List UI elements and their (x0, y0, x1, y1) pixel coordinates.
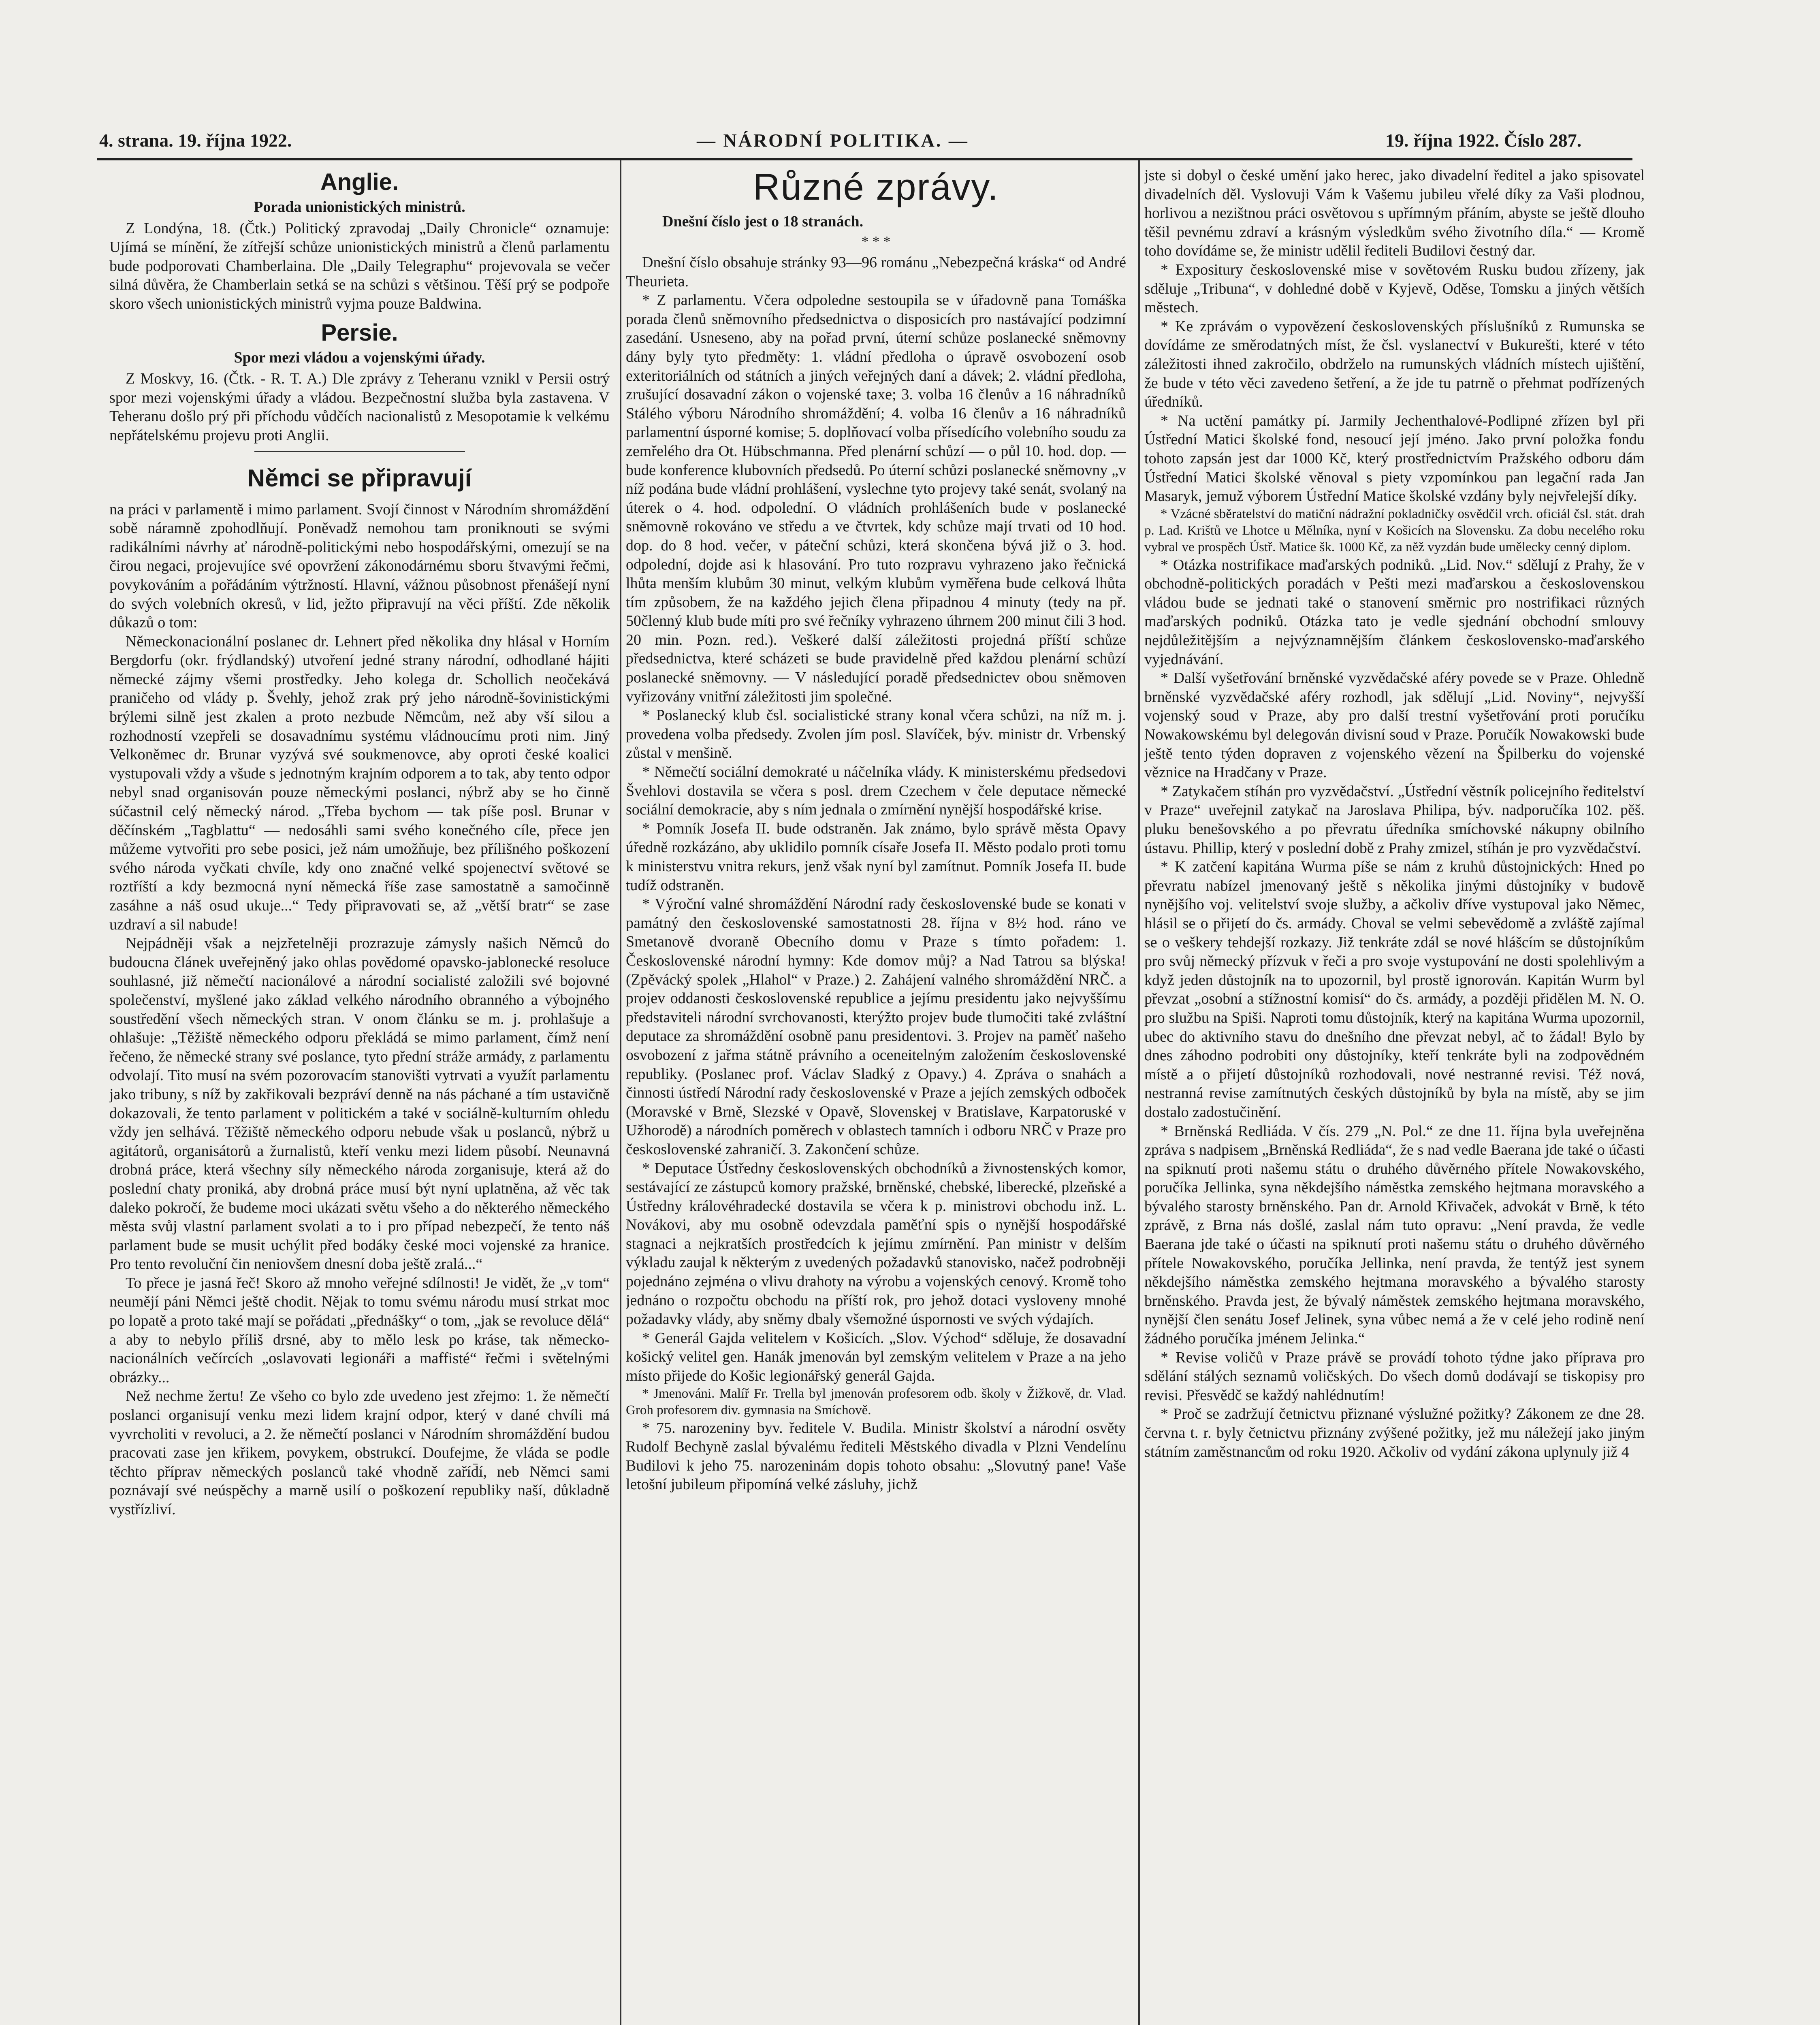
section-title-anglie: Anglie. (320, 169, 399, 195)
subtitle-persie: Spor mezi vládou a vojenskými úřady. (234, 349, 485, 366)
page-number-date: 4. strana. 19. října 1922. (99, 130, 292, 151)
news-pomnik-josefa: * Pomník Josefa II. bude odstraněn. Jak známo, bylo správě města Opavy úředně rozkázáno, aby uklidilo pomník císaře Josefa II. Město podalo proti tomu k ministerstvu vnitra rekurs, jenž však nyní byl zamítnut. Pomník Josefa II. bude tudíž odstraněn. (626, 820, 1126, 894)
column-1 (109, 166, 610, 2025)
issue-date-number: 19. října 1922. Číslo 287. (1385, 130, 1582, 151)
news-parlament: * Z parlamentu. Včera odpoledne sestoupila se v úřadovně pana Tomáška porada členů sněmovního předsednictva o disposicích pro nastávající podzimní zasedání. Usneseno, aby na pořad první, úterní schůze poslanecké sněmovny dány byly tyto předměty: 1. vládní předloha o úpravě osvobození osob exteritoriálních od státních a jiných veřejných daní a dávek; 2. vládní předloha, zrušující dosavadní zákon o vojenské taxe; 3. volba 16 členův a 16 náhradníků Stálého výboru Národního shromáždění; 4. volba 16 členův a 16 náhradníků parlamentní úsporné komise; 5. doplňovací volba přísedícího volebního soudu za zemřelého dra Ot. Hübschmanna. Před plenární schůzí — o půl 10. hod. dop. — bude konference klubovních předsedů. Po úterní schůzi poslanecké sněmovny „v níž podána bude vládní prohlášení, vyslechne tyto projevy také senát, svolaný na úterek o 4. hod. odpolední. O vládních prohlášeních bude v poslanecké sněmovně rokováno ve středu a ve čtvrtek, kdy schůze mají trvati od 10 hod. dop. do 8 hod. večer, v páteční schůzi, která skončena bývá již o 3. hod. odpolední, dojde asi k hlasování. Pro tuto rozpravu vyhrazeno jako řečnická lhůta menším klubům 30 minut, velkým klubům vyměřena bude celková lhůta tím způsobem, že na každého jejich člena připadnou 4 minuty (tedy na př. 50členný klub bude míti pro své řečníky vyhrazeno úhrnem 200 minut čili 3 hod. 20 min. Pozn. red.). Veškeré další záležitosti projedná příští schůze předsednictva, které scházeti se bude pravidelně před každou plenární schůzí poslanecké sněmovny. — V následující poradě předsednictev obou sněmoven vyřizovány vnitřní záležitosti jim společné. (626, 292, 1126, 705)
article-nemci-p2: Německonacionální poslanec dr. Lehnert před několika dny hlásal v Horním Bergdorfu (okr. frýdlandský) utvoření jedné strany národní, odhodlané hájiti německé zájmy všemi prostředky. Jeho kolega dr. Schollich neočekává praničeho od vlády p. Švehly, jehož zrak prý jeho národně-šovinistickými brýlemi silně jest zkalen a proto nezbude Němcům, než aby vší silou a rozhodností vzepřeli se dosavadnímu systému vládnoucímu proti nim. Jiný Velkoněmec dr. Brunar vyzývá své soukmenovce, aby oproti české koalici vystupovali vždy a všude s jednotným krajním odporem a to tak, aby tento odpor nebyl snad organisován pouze německými poslanci, nýbrž aby se ho činně súčastnil celý německý národ. „Třeba bychom — tak píše posl. Brunar v děčínském „Tagblattu“ — nedosáhli sami svého konečného cíle, přece jen můžeme vytvořiti pro sebe posici, jež nám umožňuje, bez přílišného poškození svého národa vyčkati chvíle, kdy ono značné velké spojenectví světové se roztříští a kdy bezmocná nyní německá říše zase samostatně a samočinně zasáhne a náš osud ukuje...“ Tedy připravovati se, až „větší bratr“ se zase uzdraví a sil nabude! (109, 633, 610, 933)
news-rumunsko: * Ke zprávám o vypovězení československých příslušníků z Rumunska se dovídáme ze směrodatných míst, že čsl. vyslanectví v Bukurešti, které v této záležitosti ihned zakročilo, obdrželo na rumunských vládních místech ujištění, že bude v této věci zavedeno šetření, a že jde tu patrně o přehmat podřízených úředníků. (1144, 318, 1645, 411)
article-nemci-p3: Nejpádněji však a nejzřetelněji prozrazuje zámysly našich Němců do budoucna článek uveřejněný jako ohlas povědomé opavsko-jablonecké resoluce souhlasné, již němečtí nacionálové a národní socialisté založili své bojovné společenství, myšlené jako základ velkého národního obranného a výbojného soustředění všech německých stran. V onom článku se m. j. prohlašuje a ohlašuje: „Těžiště německého odporu překládá se mimo parlament, čímž není řečeno, že německé strany své poslance, tyto přední stráže armády, z parlamentu odvolají. Tito musí na svém pozorovacím stanovišti vytrvati a využít parlamentu jako tribuny, s níž by zakřikovali bezpráví denně na nás páchané a tím ustavičně dokazovali, že tento parlament v politickém a také v sociálně-kulturním ohledu vždy jen selhává. Těžiště německého odporu nebude však u poslanců, nýbrž u agitátorů, organisátorů a žurnalistů, kteří venku mezi lidem působí. Neunavná drobná práce, která všechny síly německého národa zorganisuje, která až do poslední chaty proniká, aby drobná práce musí být nyní uplatněna, až věc tak daleko pokročí, že budeme moci ukázati světu všeho a do některého německého města svůj vlastní parlament svolati a to i pro případ nebezpečí, že tento náš parlament bude se musit uchýlit před bodáky české moci vojenské za hranice. Pro tento revoluční čin neniovšem dnesní doba ještě zralá...“ (109, 935, 610, 1273)
asterism: * * * (861, 233, 891, 249)
news-kapitan-wurm: * K zatčení kapitána Wurma píše se nám z kruhů důstojnických: Hned po převratu nabízel jmenovaný ještě s několika jinými důstojníky v budově nynějšího voj. velitelství svoje služby, a ačkoliv dříve vystupoval jako Němec, hlásil se o přijetí do čs. armády. Choval se velmi sebevědomě a zvláště zajímal se o veškery tehdejší rozkazy. Již tenkráte zdál se nové hlášcím se důstojníkům pro svůj německý přízvuk v řeči a pro svoje vystupování ne dosti spolehlivým a když jeden důstojník na to upozornil, byl prostě ignorován. Kapitán Wurm byl převzat „osobní a stížnostní komisí“ do čs. armády, a později přidělen M. N. O. pro službu na Spiši. Naproti tomu důstojník, který na kapitána Wurma upozornil, ubec do aktivního stavu do dnešního dne převzat nebyl, ač to žádal! Bylo by dnes záhodno podrobiti ony důstojníky, kteří tenkráte byli na zodpovědném místě a o přijetí důstojníků rozhodovali, nové nestranné revisi. Též nová, nestranná revise zamítnutých českých důstojníků by byla na místě, aby se jim dostalo zadostučinění. (1144, 858, 1645, 1121)
news-budil-jubileum: * 75. narozeniny byv. ředitele V. Budila. Ministr školství a národní osvěty Rudolf Bechyně zaslal bývalému řediteli Městského divadla v Plzni Vendelínu Budilovi k jeho 75. narozeninám dopis tohoto obsahu: „Slovutný pane! Vaše letošní jubileum připomíná velké zásluhy, jichž (626, 1419, 1126, 1493)
news-zatykac: * Zatykačem stíhán pro vyzvědačství. „Ústřední věstník policejního ředitelství v Praze“ uveřejnil zatykač na Jaroslava Philipa, býv. nadporučíka 102. pěš. pluku benešovského a po převratu úředníka smíchovské nákupny obilního ústavu. Phillip, který v poslední době z Prahy zmizel, stíhán je pro vyzvědačství. (1144, 782, 1645, 857)
news-cetnictvo-pozitky: * Proč se zadržují četnictvu přiznané výslužné požitky? Zákonem ze dne 28. června t. r. byly četnictvu přiznány zvýšené požitky, jež mu náležejí jako jiným státním zaměstnancům od roku 1920. Ačkoliv od vydání zákona uplynuly již 4 (1144, 1405, 1645, 1460)
column-divider-1 (620, 160, 621, 2025)
news-poslanecky-klub: * Poslanecký klub čsl. socialistické strany konal včera schůzi, na níž m. j. provedena volba předsedy. Zvolen jím posl. Slavíček, býv. ministr dr. Vrbenský zůstal v menšině. (626, 707, 1126, 762)
separator-rule (254, 451, 465, 452)
article-nemci-p4: To přece je jasná řeč! Skoro až mnoho veřejné sdílnosti! Je vidět, že „v tom“ neumějí páni Němci ještě chodit. Nějak to tomu svému národu musí strkat moc po lopatě a proto také mají se pořádati „přednášky“ o tom, „jak se revoluce dělá“ a aby to nebylo příliš drsné, aby to mělo lesk po kráse, tak německo-nacionálních večírcích „oslavovati legionáři a maffisté“ řečmi i světelnými obrázky... (109, 1274, 610, 1386)
subtitle-anglie: Porada unionistických ministrů. (254, 198, 465, 215)
news-intro: Dnešní číslo obsahuje stránky 93—96 románu „Nebezpečná kráska“ od André Theurieta. (626, 254, 1126, 290)
column-divider-2 (1138, 160, 1140, 2025)
news-jechenthalova-fond: * Na uctění památky pí. Jarmily Jechenthalové-Podlipné zřízen byl při Ústřední Matici školské fond, nesoucí její jméno. Jako první položka fondu tohoto zapsán jest dar 1000 Kč, který prostřednictvím Pražského odboru dám Ústřední Matici školské věnoval s piety vzpomínkou pan legační rada Jan Masaryk, jemuž výborem Ústřední Matice školské vzdány byly nejvřelejší díky. (1144, 412, 1645, 505)
news-budil-continued: jste si dobyl o české umění jako herec, jako divadelní ředitel a jako spisovatel divadelních děl. Vyslovuji Vám k Vašemu jubileu vřelé díky za Vaši plodnou, horlivou a nezištnou práci osvětovou s upřímným přáním, abyste se ještě dlouho těšil pevnému zdraví a krásným výsledkům svého životního díla.“ — Kromě toho dovídáme se, že ministr udělil řediteli Budilovi čestný dar. (1144, 167, 1645, 260)
news-nemecti-socialni-demokrate: * Němečtí sociální demokraté u náčelníka vlády. K ministerskému předsedovi Švehlovi dostavila se včera s posl. drem Czechem v čele deputace německé sociální demokracie, aby s ním jednala o zmírnění nynější hospodářské krise. (626, 763, 1126, 819)
news-general-gajda: * Generál Gajda velitelem v Košicích. „Slov. Východ“ sděluje, že dosavadní košický velitel gen. Hanák jmenován byl zemským velitelem v Praze a na jeho místo přijede do Košic legionářský generál Gajda. (626, 1329, 1126, 1385)
article-title-nemci: Němci se připravují (247, 464, 472, 492)
section-title-persie: Persie. (321, 319, 398, 346)
section-title-ruzne-zpravy: Různé zprávy. (753, 166, 999, 208)
masthead: — NÁRODNÍ POLITIKA. — (697, 130, 969, 151)
column-2 (626, 166, 1126, 2025)
news-vzacne-sberatelstvi: * Vzácné sběratelství do matiční nádražní pokladničky osvědčil vrch. oficiál čsl. stát. drah p. Lad. Krištů ve Lhotce u Mělníka, nyní v Košicích na Slovensku. Za dobu necelého roku vybral ve prospěch Ústř. Matice šk. 1000 Kč, za něž vyzdán bude umělecky cenný diplom. (1144, 506, 1645, 554)
article-anglie: Z Londýna, 18. (Čtk.) Politický zpravodaj „Daily Chronicle“ oznamuje: Ujímá se mínění, že zítřejší schůze unionistických ministrů a členů parlamentu bude podporovati Chamberlaina. Dle „Daily Telegraphu“ projevovala se večer silná důvěra, že Chamberlain setká se na schůzi s většinou. Těší prý se podpoře skoro všech unionistických ministrů vyjma pouze Baldwina. (109, 220, 610, 312)
news-nostrifikace: * Otázka nostrifikace maďarských podniků. „Lid. Nov.“ sdělují z Prahy, že v obchodně-politických poradách v Pešti mezi maďarskou a československou vládou bude se jednati také o stanovení směrnic pro nostrifikaci různých maďarských podniků. Otázka tato je vedle sjednání obchodní smlouvy nejdůležitějším a nejvýznamnějším článkem československo-maďarského vyjednávání. (1144, 556, 1645, 668)
news-brnenska-redliada: * Brněnská Redliáda. V čís. 279 „N. Pol.“ ze dne 11. října byla uveřejněna zpráva s nadpisem „Brněnská Redliáda“, že s nad vedle Baerana jde také o účasti na spiknutí proti našemu státu o druhého důvěrného přítele Nowakovského, poručíka Jellinka, syna někdejšího náměstka zemského hejtmana moravského a bývalého starosty brněnského. Pan dr. Arnold Křivaček, advokát v Brně, k této zprávě, z Brna nás došlé, zaslal nám tuto opravu: „Není pravda, že vedle Baerana jde také o účasti na spiknutí proti našemu státu o druhého důvěrného přítele Nowakovského, poručíka Jellinka, není pravda, že tentýž jest synem někdejšího náměstka zemského hejtmana moravského a bývalého starosty brněnského. Pravda jest, že bývalý náměstek zemského hejtmana moravského, nynější člen senátu Josef Jelinek, syna vůbec nemá a že v celé jeho rodině není žádného poručíka jménem Jelinka.“ (1144, 1122, 1645, 1347)
article-nemci-p5: Než nechme žertu! Ze všeho co bylo zde uvedeno jest zřejmo: 1. že němečtí poslanci organisují venku mezi lidem krajní odpor, který v dané chvíli má vyvrcholiti v revoluci, a 2. že němečtí poslanci v Národním shromáždění budou pracovati zase jen křikem, povykem, obstrukcí. Doufejme, že vláda se podle těchto příprav německých poslanců také vhodně zaříd̄í, neb Němci sami poznávají své neúspěchy a marně usilí o poškození republiky naší, důkladně vystřízliví. (109, 1388, 610, 1518)
news-jmenovani: * Jmenováni. Malíř Fr. Trella byl jmenován profesorem odb. školy v Žižkově, dr. Vlad. Groh profesorem div. gymnasia na Smíchově. (626, 1386, 1126, 1418)
news-deputace-ustredny: * Deputace Ústředny československých obchodníků a živnostenských komor, sestávající ze zástupců komory pražské, brněnské, chebské, liberecké, plzeňské a Ústředny královéhradecké dostavila se včera k p. ministrovi obchodu inž. L. Novákovi, aby mu osobně odevzdala paměťní spis o nynější hospodářské stagnaci a nejkratších prostředcích k jejímu zmírnění. Pan ministr v delším výkladu zaujal k některým z uvedených požadavků stanovisko, načež podrobněji pojednáno zejména o vlivu drahoty na výrobu a vojenských cenový. Kromě toho jednáno o rozpočtu obchodu na příští rok, pro jehož dotaci vysloveny mnohé požadavky vlády, aby sněmy dbaly všemožné úspornosti ve svých výdajích. (626, 1160, 1126, 1328)
running-head (0, 130, 1820, 154)
article-nemci-p1: na práci v parlamentě i mimo parlament. Svojí činnost v Národním shromáždění sobě náramně zpohodlňují. Poněvadž nemohou tam proniknouti se svými radikálními návrhy ať národně-politickými nebo hospodářskými, omezují se na čirou negaci, projevujíce své opovržení zákonodárnému sboru štvavými řečmi, povykováním a pořádáním výtržností. Hlavní, vážnou působnost přenášejí nyní do svých volebních okresů, v lid, ježto připravují na věci příští. Zde několik důkazů o tom: (109, 501, 610, 631)
article-persie: Z Moskvy, 16. (Čtk. - R. T. A.) Dle zprávy z Teheranu vznikl v Persii ostrý spor mezi vojenskými úřady a vládou. Bezpečnostní služba byla zastavena. V Teheranu došlo prý při příchodu vůdčích nacionalistů z Mesopotamie k velkému nepřátelskému projevu proti Anglii. (109, 370, 610, 444)
news-brnenska-afera: * Další vyšetřování brněnské vyzvědačské aféry povede se v Praze. Ohledně brněnské vyzvědačské aféry rozhodl, jak sdělují „Lid. Noviny“, nejvyšší vojenský soud v Praze, aby pro další trestní vyšetřování proti poručíku Nowakowskému byl delegován divisní soud v Praze. Poručík Nowakowski bude ještě tento týden dopraven z vojenského vězení na Špilberku do vojenské věznice na Hradčany v Praze. (1144, 669, 1645, 781)
news-revise-volicu: * Revise voličů v Praze právě se provádí tohoto týdne jako příprava pro sdělání stálých seznamů voličských. Do všech domů dodávají se tiskopisy pro revisi. Přesvědč se každý nahlédnutím! (1144, 1349, 1645, 1404)
header-rule (97, 158, 1632, 160)
news-expositury: * Expositury československé mise v sovětovém Rusku budou zřízeny, jak sděluje „Tribuna“, v dohledné době v Kyjevě, Oděse, Tomsku a jiných větších městech. (1144, 261, 1645, 316)
subtitle-edition-pages: Dnešní číslo jest o 18 stranách. (662, 213, 864, 230)
news-narodni-rada: * Výroční valné shromáždění Národní rady československé bude se konati v památný den československé samostatnosti 28. října v 8½ hod. ráno ve Smetanově dvoraně Obecního domu v Praze s tímto pořadem: 1. Československé národní hymny: Kde domov můj? a Nad Tatrou sa blýska! (Zpěvácký spolek „Hlahol“ v Praze.) 2. Zahájení valného shromáždění NRČ. a projev oddanosti československé republice a jejímu presidentu jako nejvyššímu představiteli národní svrchovanosti, kterýžto projev bude tlumočiti také zvláštní deputace za shromáždění osobně panu presidentovi. 3. Projev na paměť našeho osvobození z jařma státně právního a oceneitelným založením československé republiky. (Poslanec prof. Václav Sladký z Opavy.) 4. Zpráva o snahách a činnosti ústředí Národní rady československé v Praze a jejích zemských odboček (Moravské v Brně, Slezské v Opavě, Slovenskej v Bratislave, Karpatoruské v Užhorodě) a národních poměrech v oblastech tamních i odboru NRČ v Praze pro československé zahraničí. 3. Zakončení schůze. (626, 895, 1126, 1158)
column-3 (1144, 166, 1645, 2025)
